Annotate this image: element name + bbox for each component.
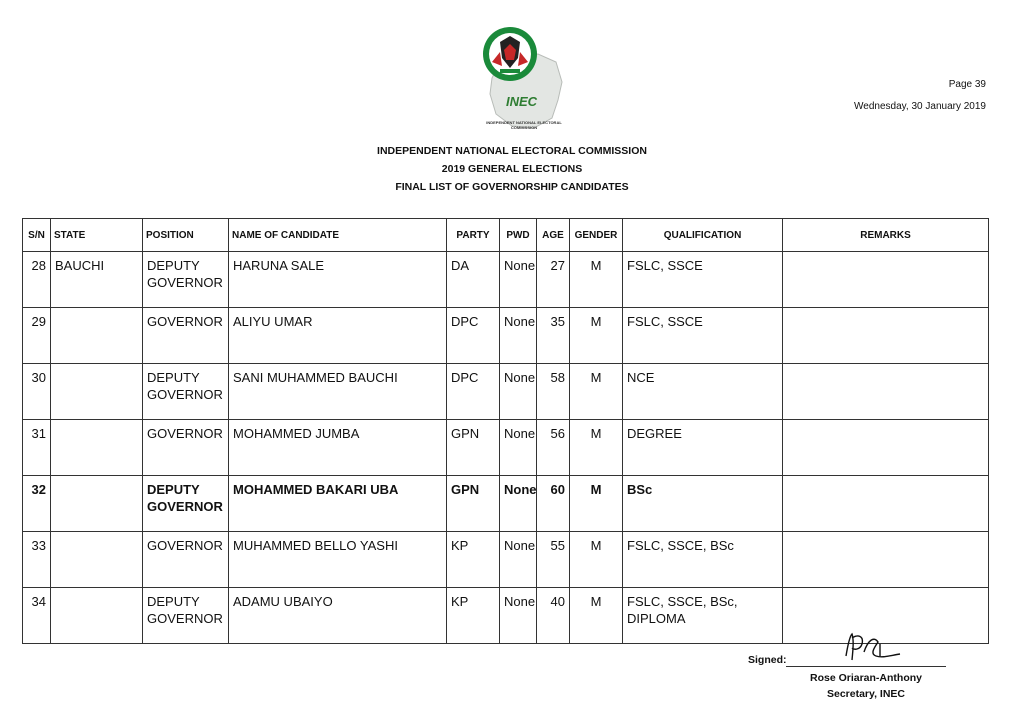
cell-party: DA [447, 252, 500, 308]
col-header-state: STATE [51, 219, 143, 252]
cell-name: ADAMU UBAIYO [229, 588, 447, 644]
cell-position: DEPUTY GOVERNOR [143, 252, 229, 308]
cell-sn: 33 [23, 532, 51, 588]
cell-remarks [783, 532, 989, 588]
cell-qualification: FSLC, SSCE, BSc [623, 532, 783, 588]
cell-qualification: BSc [623, 476, 783, 532]
cell-gender: M [570, 308, 623, 364]
list-title: FINAL LIST OF GOVERNORSHIP CANDIDATES [395, 181, 629, 193]
cell-party: GPN [447, 420, 500, 476]
cell-gender: M [570, 420, 623, 476]
cell-gender: M [570, 532, 623, 588]
cell-age: 56 [537, 420, 570, 476]
cell-remarks [783, 364, 989, 420]
col-header-remarks: REMARKS [783, 219, 989, 252]
col-header-pwd: PWD [500, 219, 537, 252]
table-row [23, 308, 989, 364]
cell-sn: 28 [23, 252, 51, 308]
col-header-gender: GENDER [570, 219, 623, 252]
cell-age: 55 [537, 532, 570, 588]
cell-position: GOVERNOR [143, 308, 229, 364]
cell-sn: 31 [23, 420, 51, 476]
table-header-row [23, 219, 989, 252]
cell-state [51, 532, 143, 588]
cell-pwd: None [500, 308, 537, 364]
cell-qualification: FSLC, SSCE, BSc, DIPLOMA [623, 588, 783, 644]
cell-state [51, 364, 143, 420]
col-header-age: AGE [537, 219, 570, 252]
cell-sn: 34 [23, 588, 51, 644]
document-titles [0, 142, 1024, 196]
cell-remarks [783, 252, 989, 308]
cell-age: 40 [537, 588, 570, 644]
cell-position: GOVERNOR [143, 420, 229, 476]
logo-caption: INDEPENDENT NATIONAL ELECTORAL COMMISSION [486, 120, 562, 130]
cell-state [51, 588, 143, 644]
col-header-party: PARTY [447, 219, 500, 252]
cell-remarks [783, 308, 989, 364]
signatory-title: Secretary, INEC [826, 688, 905, 700]
cell-name: ALIYU UMAR [229, 308, 447, 364]
cell-name: SANI MUHAMMED BAUCHI [229, 364, 447, 420]
signed-label: Signed: [748, 654, 787, 666]
signatory [786, 670, 946, 702]
cell-remarks [783, 420, 989, 476]
cell-position: DEPUTY GOVERNOR [143, 476, 229, 532]
cell-gender: M [570, 364, 623, 420]
report-date: Wednesday, 30 January 2019 [854, 101, 986, 112]
cell-age: 35 [537, 308, 570, 364]
cell-party: KP [447, 532, 500, 588]
table-row-highlighted [23, 476, 989, 532]
col-header-qualification: QUALIFICATION [623, 219, 783, 252]
logo-text: INEC [506, 94, 538, 109]
col-header-sn: S/N [23, 219, 51, 252]
cell-pwd: None [500, 532, 537, 588]
cell-pwd: None [500, 420, 537, 476]
cell-sn: 32 [23, 476, 51, 532]
cell-state [51, 420, 143, 476]
cell-name: MUHAMMED BELLO YASHI [229, 532, 447, 588]
cell-position: DEPUTY GOVERNOR [143, 588, 229, 644]
cell-gender: M [570, 252, 623, 308]
cell-pwd: None [500, 588, 537, 644]
signature-block [748, 622, 948, 712]
cell-state [51, 308, 143, 364]
col-header-name: NAME OF CANDIDATE [229, 219, 447, 252]
signature-scribble [840, 626, 904, 666]
cell-age: 60 [537, 476, 570, 532]
cell-remarks [783, 476, 989, 532]
cell-name: HARUNA SALE [229, 252, 447, 308]
page-number: Page 39 [948, 79, 986, 90]
table-row [23, 364, 989, 420]
col-header-position: POSITION [143, 219, 229, 252]
cell-gender: M [570, 588, 623, 644]
cell-state: BAUCHI [51, 252, 143, 308]
cell-party: KP [447, 588, 500, 644]
signature-line [786, 666, 946, 667]
cell-name: MOHAMMED BAKARI UBA [229, 476, 447, 532]
inec-logo [476, 22, 572, 140]
cell-name: MOHAMMED JUMBA [229, 420, 447, 476]
table-row [23, 420, 989, 476]
cell-age: 27 [537, 252, 570, 308]
signatory-name: Rose Oriaran-Anthony [809, 672, 922, 684]
cell-sn: 30 [23, 364, 51, 420]
cell-qualification: FSLC, SSCE [623, 308, 783, 364]
cell-gender: M [570, 476, 623, 532]
commission-title: INDEPENDENT NATIONAL ELECTORAL COMMISSION [377, 145, 647, 157]
cell-party: DPC [447, 364, 500, 420]
election-title: 2019 GENERAL ELECTIONS [441, 163, 583, 175]
cell-party: GPN [447, 476, 500, 532]
cell-state [51, 476, 143, 532]
cell-position: GOVERNOR [143, 532, 229, 588]
page-meta [854, 74, 986, 118]
cell-age: 58 [537, 364, 570, 420]
cell-pwd: None [500, 364, 537, 420]
candidates-table [22, 218, 989, 644]
table-row [23, 532, 989, 588]
cell-party: DPC [447, 308, 500, 364]
cell-qualification: DEGREE [623, 420, 783, 476]
cell-sn: 29 [23, 308, 51, 364]
cell-qualification: FSLC, SSCE [623, 252, 783, 308]
cell-pwd: None [500, 476, 537, 532]
cell-qualification: NCE [623, 364, 783, 420]
cell-pwd: None [500, 252, 537, 308]
cell-position: DEPUTY GOVERNOR [143, 364, 229, 420]
table-row [23, 252, 989, 308]
